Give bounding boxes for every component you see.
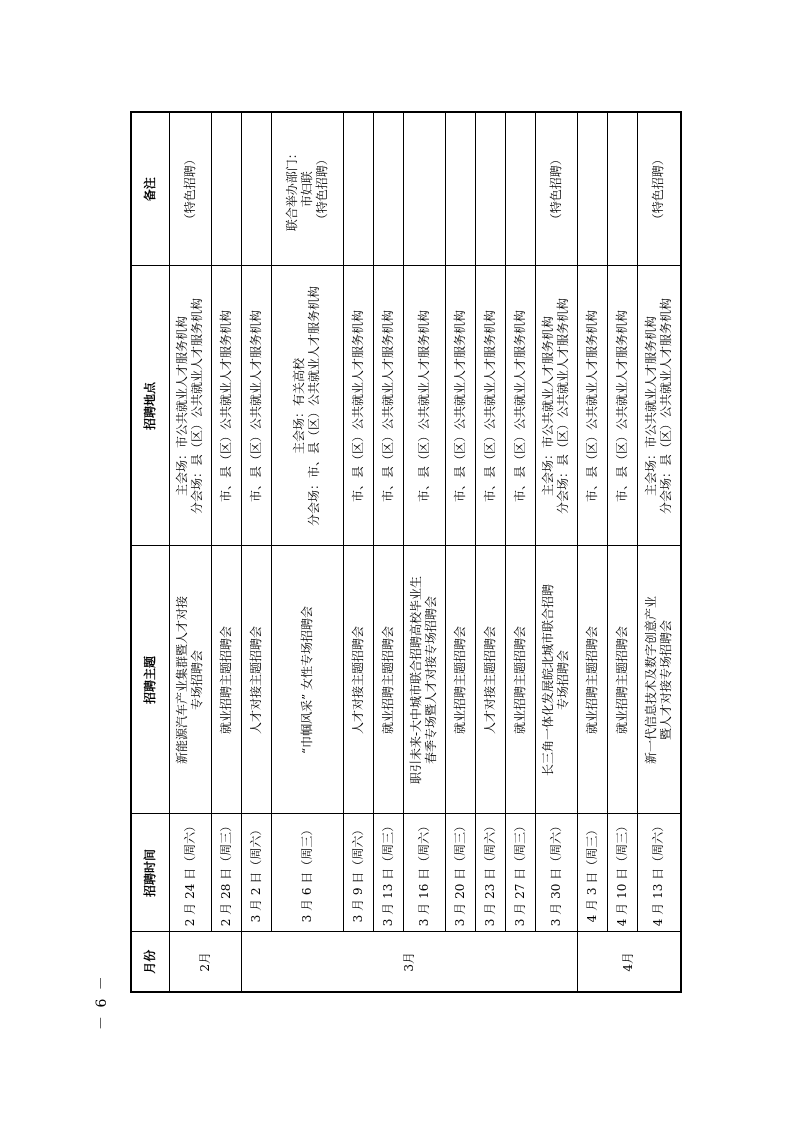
location-cell: 主会场：市公共就业人才服务机构 分会场：县（区）公共就业人才服务机构 <box>637 266 681 546</box>
note-cell <box>607 112 637 266</box>
month-cell: 2月 <box>169 932 241 992</box>
time-cell: 3 月 13 日（周三） <box>373 814 403 932</box>
time-cell: 4 月 13 日（周六） <box>637 814 681 932</box>
note-cell <box>343 112 373 266</box>
time-cell: 3 月 23 日（周六） <box>475 814 505 932</box>
location-cell: 主会场：有关高校 分会场：市、县（区）公共就业人才服务机构 <box>271 266 343 546</box>
time-cell: 3 月 9 日（周六） <box>343 814 373 932</box>
location-cell: 市、县（区）公共就业人才服务机构 <box>373 266 403 546</box>
header-time: 招聘时间 <box>131 814 169 932</box>
time-cell: 3 月 27 日（周三） <box>505 814 535 932</box>
location-cell: 市、县（区）公共就业人才服务机构 <box>475 266 505 546</box>
location-cell: 市、县（区）公共就业人才服务机构 <box>505 266 535 546</box>
time-cell: 3 月 30 日（周六） <box>535 814 577 932</box>
table-row <box>607 112 637 992</box>
note-cell: （特色招聘） <box>637 112 681 266</box>
theme-cell: 长三角一体化发展皖北城市联合招聘 专场招聘会 <box>535 546 577 814</box>
rotated-table-frame <box>130 113 673 993</box>
theme-cell: 就业招聘主题招聘会 <box>445 546 475 814</box>
note-cell <box>241 112 271 266</box>
theme-cell: 人才对接主题招聘会 <box>475 546 505 814</box>
month-cell: 4月 <box>577 932 681 992</box>
note-cell <box>475 112 505 266</box>
table-row <box>169 112 211 992</box>
note-cell: 联合举办部门： 市妇联 （特色招聘） <box>271 112 343 266</box>
table-row <box>535 112 577 992</box>
time-cell: 3 月 20 日（周三） <box>445 814 475 932</box>
note-cell <box>373 112 403 266</box>
table-container <box>130 113 673 993</box>
note-cell <box>403 112 445 266</box>
header-theme: 招聘主题 <box>131 546 169 814</box>
theme-cell: 新能源汽车产业集群暨人才对接 专场招聘会 <box>169 546 211 814</box>
location-cell: 市、县（区）公共就业人才服务机构 <box>211 266 241 546</box>
table-row <box>241 112 271 992</box>
time-cell: 2 月 24 日（周六） <box>169 814 211 932</box>
table-row <box>403 112 445 992</box>
theme-cell: 职引未来-大中城市联合招聘高校毕业生 春季专场暨人才对接专场招聘会 <box>403 546 445 814</box>
page-number: － 6 － <box>94 974 110 1030</box>
theme-cell: “巾帼风采” 女性专场招聘会 <box>271 546 343 814</box>
time-cell: 3 月 16 日（周六） <box>403 814 445 932</box>
table-row <box>343 112 373 992</box>
time-cell: 4 月 10 日（周三） <box>607 814 637 932</box>
location-cell: 市、县（区）公共就业人才服务机构 <box>607 266 637 546</box>
table-row <box>505 112 535 992</box>
month-cell: 3月 <box>241 932 577 992</box>
location-cell: 主会场：市公共就业人才服务机构 分会场：县（区）公共就业人才服务机构 <box>535 266 577 546</box>
note-cell <box>211 112 241 266</box>
table-header-row <box>131 112 169 992</box>
table-row <box>373 112 403 992</box>
location-cell: 市、县（区）公共就业人才服务机构 <box>403 266 445 546</box>
theme-cell: 人才对接主题招聘会 <box>343 546 373 814</box>
theme-cell: 就业招聘主题招聘会 <box>505 546 535 814</box>
theme-cell: 就业招聘主题招聘会 <box>577 546 607 814</box>
location-cell: 市、县（区）公共就业人才服务机构 <box>241 266 271 546</box>
header-month: 月份 <box>131 932 169 992</box>
theme-cell: 人才对接主题招聘会 <box>241 546 271 814</box>
table-row <box>637 112 681 992</box>
time-cell: 3 月 2 日（周六） <box>241 814 271 932</box>
note-cell <box>577 112 607 266</box>
location-cell: 市、县（区）公共就业人才服务机构 <box>343 266 373 546</box>
header-location: 招聘地点 <box>131 266 169 546</box>
table-row <box>211 112 241 992</box>
location-cell: 市、县（区）公共就业人才服务机构 <box>577 266 607 546</box>
table-row <box>577 112 607 992</box>
time-cell: 4 月 3 日（周三） <box>577 814 607 932</box>
theme-cell: 就业招聘主题招聘会 <box>607 546 637 814</box>
recruitment-schedule-table <box>130 111 682 993</box>
note-cell: （特色招聘） <box>535 112 577 266</box>
location-cell: 主会场：市公共就业人才服务机构 分会场：县（区）公共就业人才服务机构 <box>169 266 211 546</box>
table-row <box>271 112 343 992</box>
theme-cell: 新一代信息技术及数字创意产业 暨人才对接专场招聘会 <box>637 546 681 814</box>
table-row <box>475 112 505 992</box>
theme-cell: 就业招聘主题招聘会 <box>211 546 241 814</box>
note-cell <box>505 112 535 266</box>
note-cell: （特色招聘） <box>169 112 211 266</box>
theme-cell: 就业招聘主题招聘会 <box>373 546 403 814</box>
time-cell: 3 月 6 日（周三） <box>271 814 343 932</box>
note-cell <box>445 112 475 266</box>
table-row <box>445 112 475 992</box>
time-cell: 2 月 28 日（周三） <box>211 814 241 932</box>
header-note: 备注 <box>131 112 169 266</box>
location-cell: 市、县（区）公共就业人才服务机构 <box>445 266 475 546</box>
